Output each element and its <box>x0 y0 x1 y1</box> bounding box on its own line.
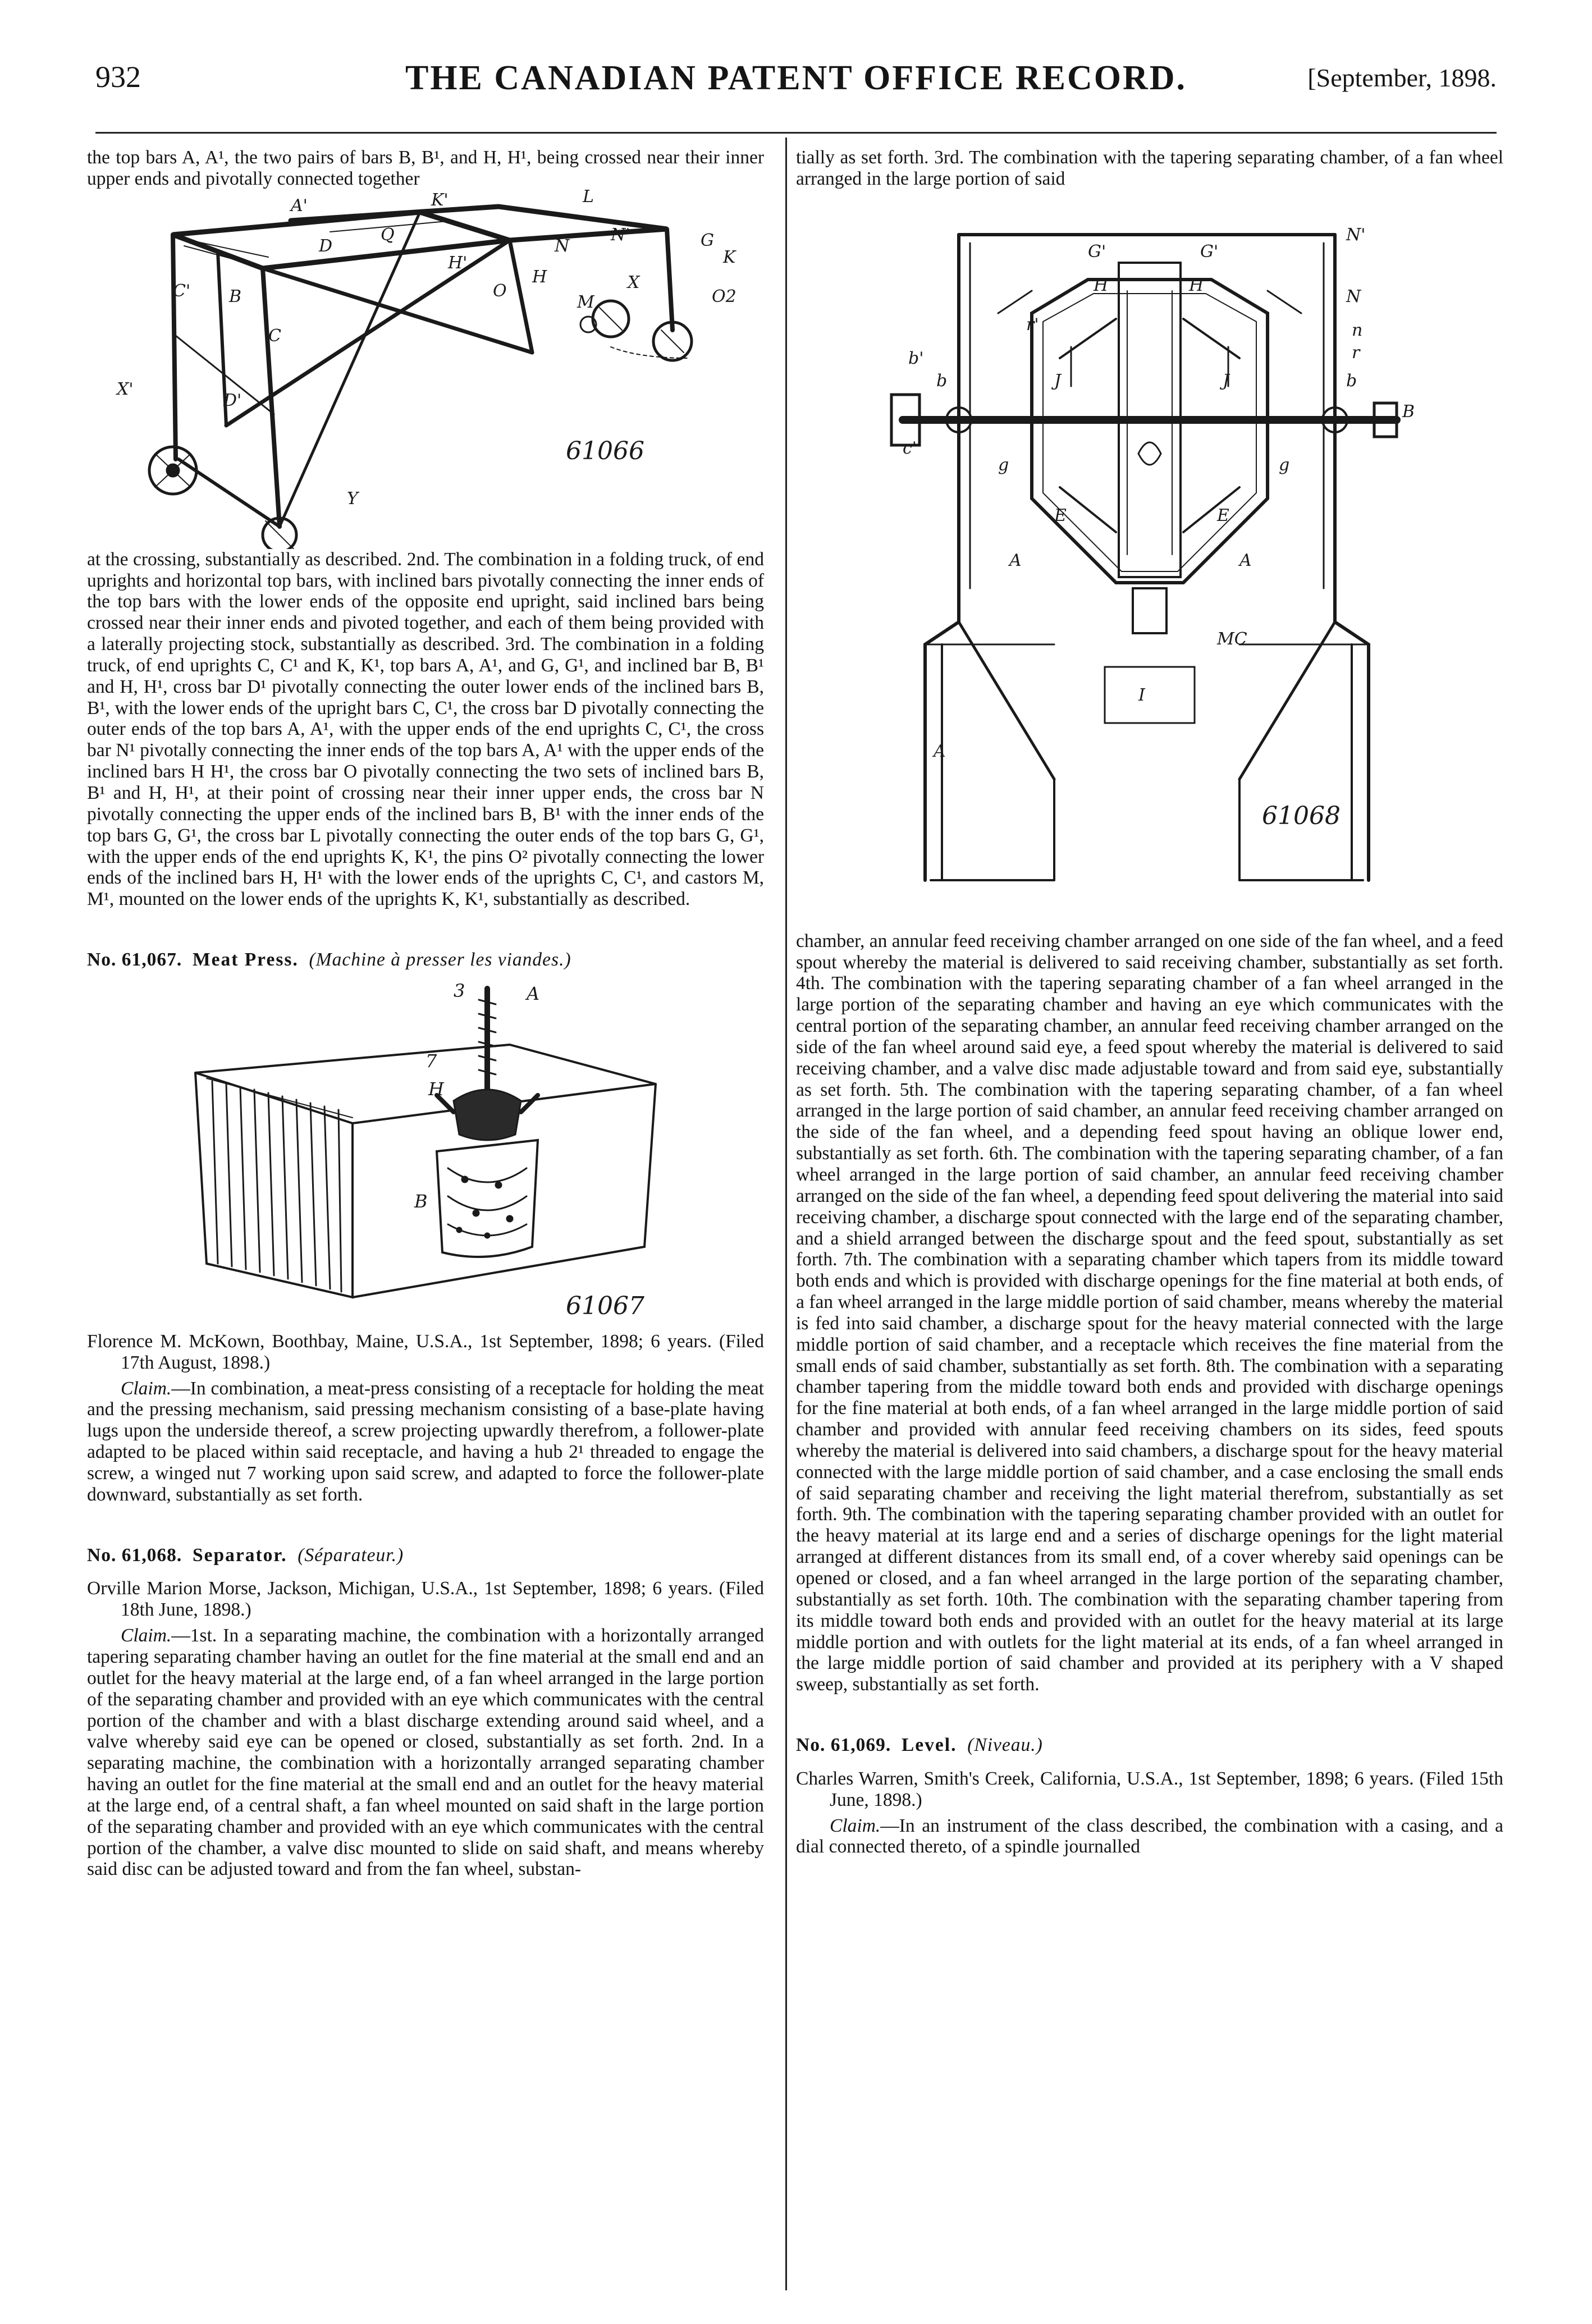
entry-61069-inventor: Charles Warren, Smith's Creek, California, U.S.A., 1st September, 1898; 6 years. (Filed 15th June, 1898.) <box>796 1768 1503 1810</box>
fig2-number: 61068 <box>1262 801 1341 830</box>
fig1-label-a1: A' <box>291 195 308 216</box>
claim-label: Claim. <box>121 1625 172 1646</box>
running-header <box>95 56 1497 107</box>
entry-61069-number: No. 61,069. <box>796 1735 891 1756</box>
fig1-label-y: Y <box>347 488 358 509</box>
entry-61069-title: Level. <box>901 1735 957 1756</box>
fig2-label-g-left: g <box>998 455 1009 475</box>
fig2-label-b-left: b <box>936 370 948 391</box>
fig2-label-g1-left: G' <box>1088 241 1106 262</box>
fig2-label-i: I <box>1138 685 1145 705</box>
fig2-label-n-small: n <box>1352 320 1363 340</box>
fig1-label-d: D <box>319 236 333 256</box>
fig1-label-h1: H' <box>448 253 468 273</box>
fig2-label-a: A <box>934 741 946 761</box>
entry-61069-claim-text: —In an instrument of the class described, the combination with a casing, and a dial connected thereto, of a spindle journalled <box>796 1815 1503 1858</box>
entry-61068-title: Separator. <box>192 1544 287 1566</box>
left-column <box>87 147 764 1880</box>
entry-61067-claim <box>87 1378 764 1506</box>
entry-61069-french-title: (Niveau.) <box>967 1735 1043 1756</box>
fig3-label-7: 7 <box>426 1050 437 1072</box>
fig2-label-b-right: b <box>1346 370 1357 391</box>
fig2-label-mc: MC <box>1217 629 1247 649</box>
claim-label: Claim. <box>121 1378 172 1399</box>
entry-61068-heading <box>87 1545 764 1566</box>
fig1-label-o: O <box>493 281 507 301</box>
entry-61067-heading <box>87 949 764 971</box>
fig1-label-b: B <box>229 286 242 306</box>
fig1-label-k: K <box>723 247 736 267</box>
meat-press-figure <box>173 983 678 1331</box>
fig2-label-h-right: H <box>1189 275 1204 295</box>
entry-61067-number: No. 61,067. <box>87 949 182 971</box>
column-divider <box>785 138 787 2290</box>
entry-61069-heading <box>796 1735 1503 1756</box>
fig2-label-n1: N' <box>1346 225 1366 245</box>
fig1-label-n1: N' <box>611 225 630 245</box>
page-number: 932 <box>95 60 141 94</box>
separator-figure <box>869 218 1430 908</box>
folding-truck-figure <box>106 190 745 549</box>
fig2-label-r1: r' <box>1026 314 1039 335</box>
fig1-label-k1: K' <box>431 190 449 210</box>
fig2-label-a-right: A <box>1239 550 1252 570</box>
entry-61067-title: Meat Press. <box>192 949 299 971</box>
fig2-label-r: r <box>1352 342 1360 363</box>
fig1-label-q: Q <box>381 225 395 245</box>
fig2-label-n: N <box>1346 286 1361 306</box>
truck-claims-continued: at the crossing, substantially as described. 2nd. The combination in a folding truck, of end uprights and horizontal top bars, with inclined bars pivotally connecting the inner ends of the top bars with the lower ends of the opposite end upright, said inclined bars being crossed near their inner ends and pivoted together, and each of them being provided with a laterally projecting stock, substantially as described. 3rd. The combination in a folding truck, of end uprights C, C¹ and K, K¹, top bars A, A¹, and G, G¹, and inclined bar B, B¹ and H, H¹, cross bar D¹ pivotally connecting the outer lower ends of the inclined bars B, B¹, with the lower ends of the upright bars C, C¹, the cross bar D pivotally connecting the outer ends of the top bars A, A¹, with the upper ends of the end uprights C, C¹, the cross bar N¹ pivotally connecting the inner ends of the top bars A, A¹ with the upper ends of the inclined bars H H¹, the cross bar O pivotally connecting the two sets of inclined bars B, B¹ and H, H¹, at their point of crossing near their inner upper ends, the cross bar N pivotally connecting the upper ends of the inclined bars B, B¹ with the inner ends of the top bars G, G¹, the cross bar L pivotally connecting the outer ends of the top bars G, G¹, with the upper ends of the end uprights K, K¹, the pins O² pivotally connecting the lower ends of the inclined bars H, H¹ with the lower ends of the uprights C, C¹, and castors M, M¹, mounted on the lower ends of the uprights K, K¹, substantially as described. <box>87 548 764 910</box>
issue-date: [September, 1898. <box>1307 63 1497 92</box>
entry-61068-french-title: (Séparateur.) <box>298 1544 404 1566</box>
fig1-number: 61066 <box>566 436 644 465</box>
fig2-label-a-left: A <box>1009 550 1022 570</box>
entry-61068-number: No. 61,068. <box>87 1544 182 1566</box>
fig3-label-3: 3 <box>454 982 465 1001</box>
entry-61069-claim <box>796 1815 1503 1858</box>
fig2-label-e-right: E <box>1217 505 1229 525</box>
claim-label: Claim. <box>830 1815 881 1836</box>
fig3-label-h: H <box>428 1078 444 1100</box>
publication-title: THE CANADIAN PATENT OFFICE RECORD. <box>405 59 1187 97</box>
fig1-label-x1: X' <box>117 379 134 399</box>
fig2-label-g1-right: G' <box>1200 241 1219 262</box>
entry-61068-claim <box>87 1625 764 1880</box>
entry-61067-claim-text: —In combination, a meat-press consisting of a receptacle for holding the meat and the pressing mechanism, said pressing mechanism consisting of a base-plate having lugs upon the underside thereof, a screw projecting upwardly therefrom, a follower-plate adapted to be placed within said receptacle, and having a hub 2¹ threaded to engage the screw, a winged nut 7 working upon said screw, and adapted to force the follower-plate downward, substantially as set forth. <box>87 1378 764 1505</box>
fig1-label-x: X <box>628 272 640 292</box>
continued-text: tially as set forth. 3rd. The combination with the tapering separating chamber, of a fan wheel arranged in the large portion of said <box>796 147 1503 189</box>
fig3-number: 61067 <box>566 1291 644 1320</box>
fig2-label-g-right: g <box>1279 455 1290 475</box>
entry-61068-claim-text: —1st. In a separating machine, the combination with a horizontally arranged tapering separating chamber having an outlet for the fine material at the small end and an outlet for the heavy material at the large end, of a fan wheel arranged in the large portion of the separating chamber and provided with an eye which communicates with the central portion of the chamber and with a blast discharge extending around said wheel, and a valve whereby said eye can be opened or closed, substantially as set forth. 2nd. In a separating machine, the combination with a horizontally arranged separating chamber having an outlet for the fine material at the small end and an outlet for the heavy material at the large end, of a central shaft, a fan wheel mounted on said shaft in the large portion of the separating chamber and provided with an eye which communicates with the central portion of the chamber, a valve disc mounted to slide on said shaft, and means whereby said disc can be adjusted toward and from the fan wheel, substan- <box>87 1625 764 1880</box>
fig2-label-b1: b' <box>908 348 924 368</box>
fig1-label-l: L <box>583 189 594 207</box>
fig2-label-h-left: H <box>1094 275 1109 295</box>
fig1-label-c: C <box>268 326 281 346</box>
entry-61067-inventor: Florence M. McKown, Boothbay, Maine, U.S.A., 1st September, 1898; 6 years. (Filed 17th August, 1898.) <box>87 1330 764 1373</box>
continued-text: the top bars A, A¹, the two pairs of bars B, B¹, and H, H¹, being crossed near their inner upper ends and pivotally connected together <box>87 147 764 189</box>
fig3-label-a: A <box>527 982 540 1004</box>
fig1-label-g: G <box>701 230 714 250</box>
fig2-label-j-right: J <box>1223 370 1230 391</box>
entry-61067-french-title: (Machine à presser les viandes.) <box>309 949 571 971</box>
separator-claims-continued: chamber, an annular feed receiving chamber arranged on one side of the fan wheel, and a feed spout whereby the material is delivered to said receiving chamber, substantially as set forth. 4th. The combination with the tapering separating chamber of a fan wheel arranged in the large portion of the separating chamber and having an eye which communicates with the central portion of the separating chamber, an annular feed receiving chamber arranged on the side of the fan wheel around said eye, a feed spout whereby the material is delivered to said receiving chamber, and a valve disc made adjustable toward and from said eye, substantially as set forth. 5th. The combination with the tapering separating chamber, of a fan wheel arranged in the large portion of said chamber, an annular feed receiving chamber arranged on the side of the fan wheel, and a depending feed spout having an oblique lower end, substantially as set forth. 6th. The combination with the tapering separating chamber, of a fan wheel arranged in the large portion of said chamber, an annular feed receiving chamber arranged on the side of the fan wheel, a depending feed spout delivering the material into said receiving chamber, a discharge spout connected with the large end of the separating chamber, and a shield arranged between the discharge spout and the feed spout, substantially as set forth. 7th. The combination with a separating chamber which tapers from its middle toward both ends and which is provided with discharge openings for the fine material at both ends, of a fan wheel arranged in the large middle portion of said chamber, means whereby the material is fed into said chamber, a discharge spout for the heavy material connected with the large middle portion of said chamber, and a receptacle which receives the fine material from the small ends of said chamber, substantially as set forth. 8th. The combination with a separating chamber tapering from the middle toward both ends and provided with discharge openings for the fine material at both ends, of a fan wheel arranged in the large middle portion of said chamber and provided with annular feed receiving chambers on its sides, feed spouts whereby the material is delivered into said chambers, a discharge spout for the heavy material connected with the large middle portion of said chamber, and a case enclosing the small ends of said separating chamber and receiving the light material therefrom, substantially as set forth. 9th. The combination with the tapering separating chamber provided with an outlet for the heavy material at its large end and a series of discharge openings for the light material arranged at different distances from its small end, of a cover whereby said openings can be opened or closed, and a fan wheel arranged in the large portion of the separating chamber, substantially as set forth. 10th. The combination with the separating chamber tapering from its middle toward both ends and provided with an outlet for the heavy material at its large middle portion and with outlets for the light material at its ends, of a fan wheel arranged in the large middle portion of said chamber and provided at its periphery with a V shaped sweep, substantially as set forth. <box>796 930 1503 1695</box>
header-rule <box>95 132 1497 134</box>
fig2-label-j-left: J <box>1054 370 1062 391</box>
fig3-label-b: B <box>414 1190 428 1212</box>
fig2-label-c1: c' <box>903 438 917 458</box>
entry-61068-inventor: Orville Marion Morse, Jackson, Michigan, U.S.A., 1st September, 1898; 6 years. (Filed 18th June, 1898.) <box>87 1578 764 1621</box>
fig2-label-e-left: E <box>1054 505 1067 525</box>
fig1-label-c1: C' <box>173 281 191 301</box>
fig1-label-n: N <box>555 236 570 256</box>
fig1-label-m: M <box>577 292 594 312</box>
fig1-label-d1: D' <box>223 390 242 410</box>
fig1-label-o2: O2 <box>712 286 736 306</box>
fig1-label-h: H <box>532 267 547 287</box>
fig2-label-b-shaft: B <box>1402 401 1415 422</box>
right-column <box>796 147 1503 1858</box>
